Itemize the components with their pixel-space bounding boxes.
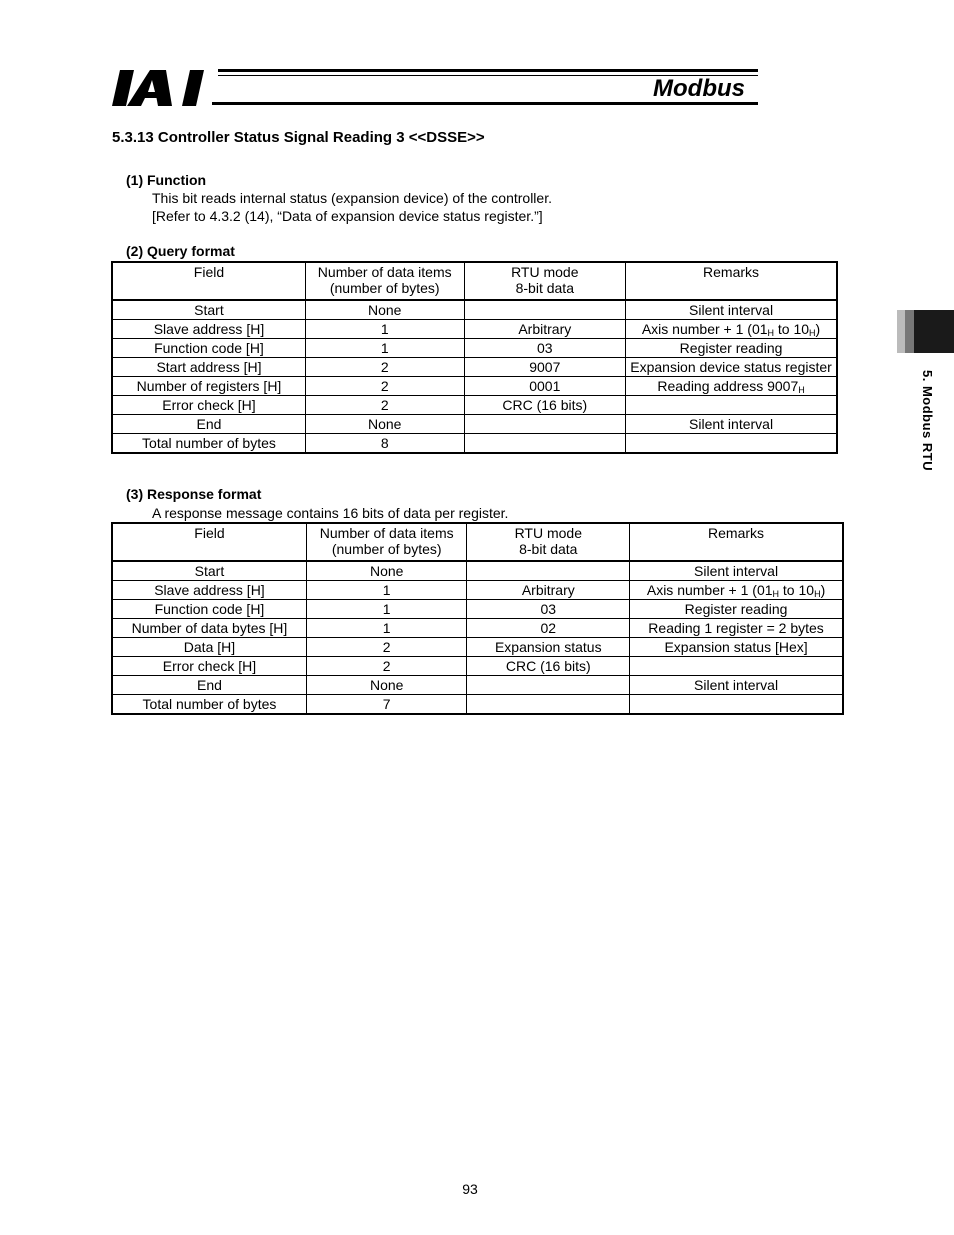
response-format-table [111,522,844,715]
cell-rtu [467,695,630,715]
header-title: Modbus [653,75,745,102]
page-number: 93 [462,1181,478,1197]
query-heading: (2) Query format [126,243,235,259]
hex-subscript: H [772,589,780,599]
cell-count: 8 [305,434,464,454]
function-reference: [Refer to 4.3.2 (14), “Data of expansion device status register.”] [152,208,543,224]
header-remarks: Remarks [630,523,843,561]
table-row [112,320,837,339]
header-rtu [467,523,630,561]
cell-count: 2 [305,396,464,415]
cell-rtu: CRC (16 bits) [464,396,626,415]
iai-logo-graphic [112,70,212,106]
cell-count: None [305,415,464,434]
remarks-text: Axis number + 1 (01 [646,582,773,598]
hex-subscript: H [767,328,775,338]
cell-count: 2 [305,377,464,396]
cell-count: 1 [305,320,464,339]
table-header-row [112,523,843,561]
cell-remarks: Expansion device status register [626,358,837,377]
remarks-text: to 10 [779,582,815,598]
cell-rtu: 02 [467,619,630,638]
cell-remarks [630,581,843,600]
chapter-tab-stripe-mid [905,310,914,353]
header-rtu-line2: 8-bit data [519,541,578,557]
chapter-tab [897,310,954,353]
cell-field: Start [112,300,305,320]
header-field: Field [112,262,305,300]
header-count-line1: Number of data items [317,264,452,280]
cell-field: Error check [H] [112,396,305,415]
header-count-line2: (number of bytes) [329,280,440,296]
table-row [112,657,843,676]
table-row [112,619,843,638]
cell-count: 7 [306,695,467,715]
cell-remarks [626,377,837,396]
cell-count: None [306,561,467,581]
cell-field: Function code [H] [112,600,306,619]
cell-rtu: CRC (16 bits) [467,657,630,676]
table-row [112,695,843,715]
function-description: This bit reads internal status (expansion device) of the controller. [152,190,552,206]
cell-rtu [467,676,630,695]
table-row [112,339,837,358]
header-field: Field [112,523,306,561]
table-row [112,581,843,600]
header-count [306,523,467,561]
cell-field: End [112,415,305,434]
header-rtu-line1: RTU mode [511,264,579,280]
chapter-label: 5. Modbus RTU [920,370,935,472]
cell-remarks [626,396,837,415]
cell-remarks: Silent interval [630,561,843,581]
cell-remarks [626,320,837,339]
cell-field: Total number of bytes [112,695,306,715]
table-header-row [112,262,837,300]
cell-count: 1 [306,581,467,600]
cell-rtu [464,434,626,454]
table-row [112,415,837,434]
remarks-text: Axis number + 1 (01 [641,321,768,337]
response-heading: (3) Response format [126,486,262,502]
cell-rtu [464,415,626,434]
cell-rtu: 9007 [464,358,626,377]
cell-count: None [305,300,464,320]
cell-rtu: Arbitrary [467,581,630,600]
cell-remarks: Silent interval [630,676,843,695]
query-format-table [111,261,838,454]
cell-rtu: 03 [467,600,630,619]
cell-remarks: Register reading [630,600,843,619]
table-row [112,377,837,396]
header-rule [218,69,758,72]
cell-rtu: 0001 [464,377,626,396]
hex-subscript: H [798,385,805,395]
cell-field: Slave address [H] [112,320,305,339]
cell-rtu [464,300,626,320]
cell-field: Number of data bytes [H] [112,619,306,638]
table-row [112,358,837,377]
cell-field: Slave address [H] [112,581,306,600]
header-count [305,262,464,300]
table-row [112,676,843,695]
hex-subscript: H [814,589,821,599]
cell-rtu: 03 [464,339,626,358]
cell-remarks [630,695,843,715]
header-count-line1: Number of data items [319,525,454,541]
remarks-text: to 10 [774,321,810,337]
section-heading: 5.3.13 Controller Status Signal Reading 3 <<DSSE>> [112,129,485,146]
cell-field: Data [H] [112,638,306,657]
cell-remarks: Register reading [626,339,837,358]
remarks-text: ) [815,321,821,337]
cell-count: 2 [306,638,467,657]
iai-logo [112,70,212,106]
cell-remarks [630,657,843,676]
header-rtu-line2: 8-bit data [515,280,574,296]
cell-count: None [306,676,467,695]
response-intro: A response message contains 16 bits of data per register. [152,505,509,521]
header-rtu [464,262,626,300]
cell-field: Function code [H] [112,339,305,358]
cell-field: Start address [H] [112,358,305,377]
cell-field: Start [112,561,306,581]
table-row [112,561,843,581]
header-remarks: Remarks [626,262,837,300]
hex-subscript: H [809,328,816,338]
table-row [112,434,837,454]
header-rtu-line1: RTU mode [514,525,582,541]
function-heading: (1) Function [126,172,207,188]
cell-field: Total number of bytes [112,434,305,454]
table-row [112,396,837,415]
cell-field: Error check [H] [112,657,306,676]
cell-rtu: Arbitrary [464,320,626,339]
cell-rtu [467,561,630,581]
cell-remarks: Reading 1 register = 2 bytes [630,619,843,638]
cell-remarks [626,434,837,454]
cell-field: Number of registers [H] [112,377,305,396]
header-count-line2: (number of bytes) [331,541,442,557]
table-row [112,600,843,619]
table-row [112,638,843,657]
table-row [112,300,837,320]
cell-remarks: Expansion status [Hex] [630,638,843,657]
remarks-text: Reading address 9007 [657,378,799,394]
remarks-text: ) [820,582,826,598]
cell-count: 1 [306,600,467,619]
cell-count: 1 [306,619,467,638]
chapter-tab-stripe-light [897,310,905,353]
cell-remarks: Silent interval [626,415,837,434]
cell-count: 1 [305,339,464,358]
cell-count: 2 [306,657,467,676]
cell-count: 2 [305,358,464,377]
cell-field: End [112,676,306,695]
cell-remarks: Silent interval [626,300,837,320]
cell-rtu: Expansion status [467,638,630,657]
chapter-tab-block [914,310,954,353]
